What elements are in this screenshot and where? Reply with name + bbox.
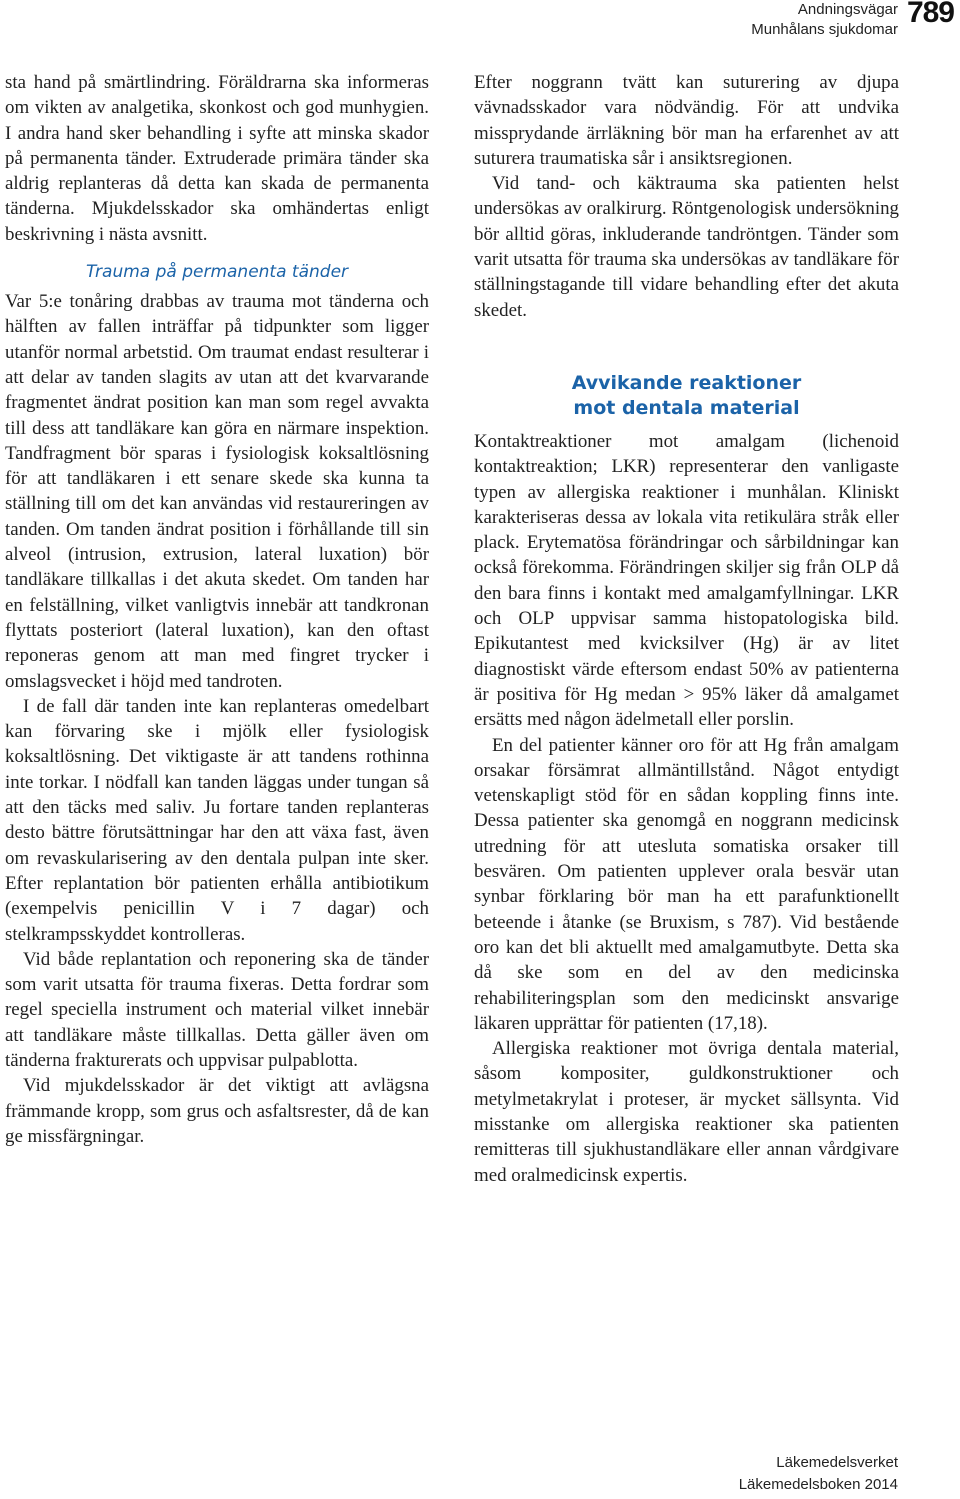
- page-number: 789: [906, 0, 954, 29]
- paragraph: I de fall där tanden inte kan replanteras omedelbart kan förvaring ske i mjölk eller fysiologisk koksaltlösning. Det viktigaste är att tandens rothinna inte torkar. I nödfall kan tanden läggas under tungan så att den täcks med saliv. Ju fortare tanden replanteras desto bättre förutsättningar har den att växa fast, även om revaskularisering av den dentala pulpan inte sker. Efter replantation bör patienten erhålla antibiotikum (exempelvis penicillin V i 7 dagar) och stelkrampsskyddet kontrolleras.: [5, 695, 429, 945]
- paragraph: sta hand på smärtlindring. Föräldrarna ska informeras om vikten av analgetika, skonkost och god munhygien. I andra hand sker behandling i syfte att minska skador på permanenta tänder. Extruderade primära tänder ska aldrig replanteras då detta kan skada de permanenta tänderna. Mjukdelsskador ska omhändertas enligt beskrivning i nästa avsnitt.: [5, 72, 429, 245]
- running-head: [751, 0, 898, 40]
- running-head-chapter: Munhålans sjukdomar: [751, 21, 898, 38]
- right-column: [474, 70, 899, 1188]
- paragraph: Vid både replantation och reponering ska de tänder som varit utsatta för trauma fixeras. Detta fordrar som regel speciella instrument och material vilket innebär att tandläkare måste tillkallas. Detta gäller även om tänderna frakturerats och uppvisar pulpablotta.: [5, 948, 429, 1071]
- footer-publisher: Läkemedelsverket: [776, 1454, 898, 1471]
- section-heading-line: mot dentala material: [573, 396, 800, 419]
- section-heading-line: Avvikande reaktioner: [571, 371, 802, 394]
- paragraph: En del patienter känner oro för att Hg från amalgam orsakar försämrat allmäntillstånd. Något entydigt vetenskapligt stöd för en sådan koppling finns inte. Dessa patienter ska genomgå en noggrann medicinsk utredning för att utesluta somatiska orsaker till besvären. Om patienten upplever orala besvär utan synbar förklaring bör man ha ett parafunktionellt beteende i åtanke (se Bruxism, s 787). Vid bestående oro kan det bli aktuellt med amalgamutbyte. Detta ska då ske som en del av den medicinska rehabiliteringsplan som den medicinskt ansvarige läkaren upprättar för patienten (17,18).: [474, 734, 899, 1034]
- running-head-section: Andningsvägar: [797, 1, 898, 18]
- paragraph: Vid tand- och käktrauma ska patienten helst undersökas av oralkirurg. Röntgenologisk undersökning bör alltid göras, inkluderande tandröntgen. Tänder som varit utsatta för trauma ska undersökas av tandläkare för ställningstagande till vidare behandling efter det akuta skedet.: [474, 173, 899, 321]
- paragraph: Vid mjukdelsskador är det viktigt att avlägsna främmande kropp, som grus och asfaltsrester, då de kan ge missfärgningar.: [5, 1075, 429, 1147]
- footer: [739, 1452, 898, 1496]
- paragraph: Kontaktreaktioner mot amalgam (lichenoid kontaktreaktion; LKR) representerar den vanligaste typen av allergiska reaktioner i munhålan. Kliniskt karakteriseras dessa av lokala vita retikulära stråk eller plack. Erytematösa förändringar och sårbildningar kan också förekomma. Förändringen skiljer sig från OLP då den bara finns i kontakt med amalgamfyllningar. LKR och OLP uppvisar samma histopatologiska bild. Epikutantest med kvicksilver (Hg) är av litet diagnostiskt värde eftersom endast 50% av patienterna är positiva för Hg medan > 95% läker då amalgamet ersätts med någon ädelmetall eller porslin.: [474, 430, 899, 731]
- subheading-trauma-permanent-teeth: Trauma på permanenta tänder: [85, 262, 349, 283]
- paragraph: Efter noggrann tvätt kan suturering av djupa vävnadsskador vara nödvändig. För att undvika missprydande ärrläkning bör man ha erfarenhet av att suturera traumatiska sår i ansiktsregionen.: [474, 72, 899, 169]
- left-column: [5, 70, 429, 1149]
- section-heading-dental-material-reactions: [474, 371, 899, 421]
- paragraph: Var 5:e tonåring drabbas av trauma mot tänderna och hälften av fallen inträffar på tidpunkter som ligger utanför normal arbetstid. Om traumat endast resulterar i att delar av tanden slagits av utan att det kvarvarande fragmentet ändrat position kan man som regel avvakta till dess att tandläkare kan göra en närmare inspektion. Tandfragment bör sparas i fysiologisk koksaltlösning för att tandläkaren i ett senare skede ska kunna ta ställning till om det kan användas vid restaureringen av tanden. Om tanden ändrat position i förhållande till sin alveol (intrusion, extrusion, lateral luxation) bör tandläkare tillkallas i det akuta skedet. Om tanden har en felställning, vilket vanligtvis innebär att tandkronan flyttats posteriort (lateral luxation), kan den oftast reponeras genom att man med fingret trycker i omslagsvecket i höjd med tandroten.: [5, 291, 429, 692]
- footer-book-title: Läkemedelsboken 2014: [738, 1476, 898, 1493]
- paragraph: Allergiska reaktioner mot övriga dentala material, såsom kompositer, guldkonstruktioner och metylmetakrylat i proteser, är mycket sällsynta. Vid misstanke om allergiska reaktioner ska patienten remitteras till sjukhustandläkare eller annan vårdgivare med oralmedicinsk expertis.: [474, 1038, 899, 1186]
